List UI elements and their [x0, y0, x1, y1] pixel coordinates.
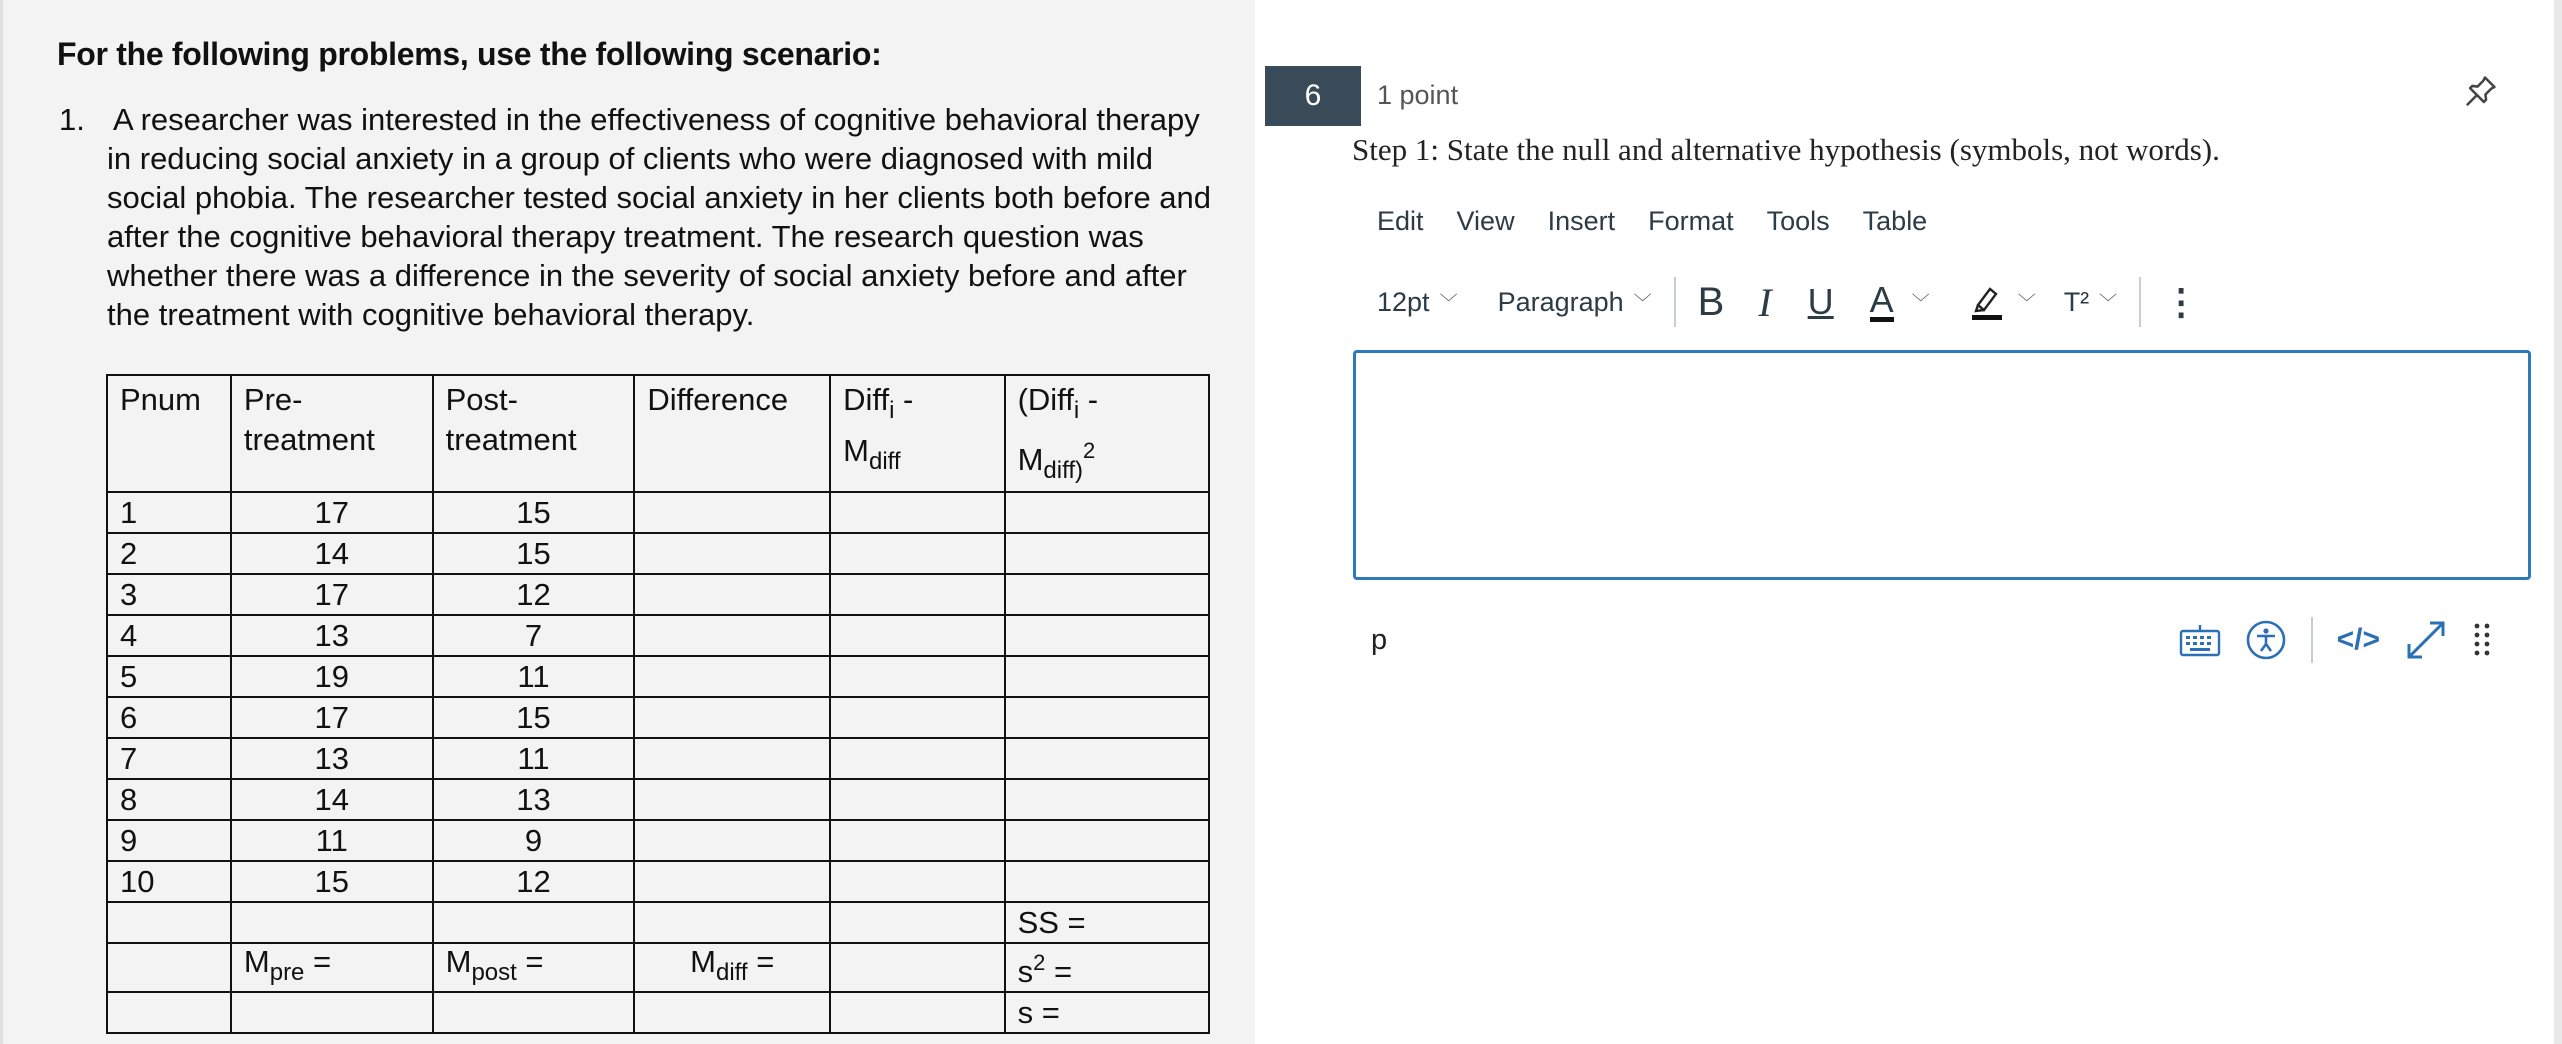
- pnum-cell: 3: [107, 574, 231, 615]
- difference-cell: [634, 533, 830, 574]
- difference-cell: [634, 738, 830, 779]
- table-row: [107, 861, 1209, 902]
- resize-handle-icon[interactable]: [2472, 622, 2492, 658]
- deviation-cell: [830, 820, 1004, 861]
- bold-button[interactable]: B: [1697, 279, 1725, 324]
- difference-cell: [634, 697, 830, 738]
- problem-panel: [0, 0, 1255, 1044]
- editor-toolbar: [1377, 274, 2199, 330]
- highlight-color-button[interactable]: [1970, 283, 2036, 321]
- squared-deviation-cell: [1005, 779, 1209, 820]
- html-editor-button[interactable]: </>: [2336, 623, 2380, 656]
- post-cell: 9: [433, 820, 635, 861]
- pre-cell: 13: [231, 615, 433, 656]
- header-difference: Difference: [634, 375, 830, 492]
- ss-label: SS =: [1005, 902, 1209, 943]
- pre-cell: 15: [231, 861, 433, 902]
- deviation-cell: [830, 533, 1004, 574]
- question-number: 6: [1265, 66, 1361, 126]
- more-options-button[interactable]: ⋮: [2163, 281, 2200, 322]
- deviation-cell: [830, 656, 1004, 697]
- squared-deviation-cell: [1005, 615, 1209, 656]
- question-points: 1 point: [1377, 80, 1459, 110]
- pre-cell: 14: [231, 779, 433, 820]
- data-rows: [107, 492, 1209, 902]
- pnum-cell: 7: [107, 738, 231, 779]
- mpre-label: $M_{pre}$ =: [231, 943, 433, 992]
- squared-deviation-cell: [1005, 738, 1209, 779]
- post-cell: 12: [433, 574, 635, 615]
- summary-row-ss: [107, 902, 1209, 943]
- difference-cell: [634, 861, 830, 902]
- question-prompt: Step 1: State the null and alternative hypothesis (symbols, not words).: [1352, 132, 2220, 167]
- superscript-button[interactable]: T² ﹀: [2063, 286, 2118, 317]
- table-row: [107, 820, 1209, 861]
- pnum-cell: 10: [107, 861, 231, 902]
- post-cell: 7: [433, 615, 635, 656]
- table-row: [107, 615, 1209, 656]
- italic-button[interactable]: I: [1758, 279, 1772, 325]
- table-row: [107, 779, 1209, 820]
- toolbar-divider: [2139, 277, 2141, 327]
- menu-format[interactable]: Format: [1648, 206, 1734, 236]
- post-cell: 15: [433, 533, 635, 574]
- data-table: [106, 374, 1210, 1034]
- squared-deviation-cell: [1005, 820, 1209, 861]
- table-row: [107, 574, 1209, 615]
- header-pnum: Pnum: [107, 375, 231, 492]
- difference-cell: [634, 820, 830, 861]
- mpost-label: $M_{post}$ =: [433, 943, 635, 992]
- problem-number: 1.: [59, 102, 85, 137]
- header-diff-minus-mdiff: Diff$_i$ - $M_{diff}$: [830, 375, 1004, 492]
- post-cell: 12: [433, 861, 635, 902]
- question-panel: [1255, 0, 2562, 1044]
- chevron-down-icon: ﹀: [2017, 293, 2036, 313]
- squared-deviation-cell: [1005, 574, 1209, 615]
- pnum-cell: 8: [107, 779, 231, 820]
- editor-statusbar: [2179, 616, 2492, 664]
- pre-cell: 17: [231, 697, 433, 738]
- chevron-down-icon: ﹀: [1633, 293, 1652, 313]
- statusbar-divider: [2311, 617, 2313, 663]
- deviation-cell: [830, 574, 1004, 615]
- squared-deviation-cell: [1005, 697, 1209, 738]
- table-row: [107, 492, 1209, 533]
- deviation-cell: [830, 779, 1004, 820]
- table-row: [107, 697, 1209, 738]
- squared-deviation-cell: [1005, 533, 1209, 574]
- pnum-cell: 2: [107, 533, 231, 574]
- header-post-treatment: Post-treatment: [433, 375, 635, 492]
- chevron-down-icon: ﹀: [2099, 293, 2118, 313]
- pre-cell: 17: [231, 574, 433, 615]
- pnum-cell: 4: [107, 615, 231, 656]
- summary-row-means: [107, 943, 1209, 992]
- header-row: [107, 375, 1209, 492]
- header-diff-squared: (Diff$_i$ - $M_{diff)}^2$: [1005, 375, 1209, 492]
- menu-tools[interactable]: Tools: [1766, 206, 1830, 236]
- chevron-down-icon: ﹀: [1911, 293, 1930, 313]
- variance-label: $s^2$ =: [1005, 943, 1209, 992]
- pre-cell: 19: [231, 656, 433, 697]
- font-size-select[interactable]: 12pt ﹀: [1377, 286, 1458, 317]
- post-cell: 15: [433, 697, 635, 738]
- difference-cell: [634, 574, 830, 615]
- fullscreen-icon[interactable]: [2404, 618, 2448, 662]
- squared-deviation-cell: [1005, 861, 1209, 902]
- menu-table[interactable]: Table: [1862, 206, 1928, 236]
- pnum-cell: 6: [107, 697, 231, 738]
- chevron-down-icon: ﹀: [1439, 293, 1458, 313]
- deviation-cell: [830, 615, 1004, 656]
- header-pre-treatment: Pre-treatment: [231, 375, 433, 492]
- scenario-text: A researcher was interested in the effectiveness of cognitive behavioral therapy in reducing social anxiety in a group of clients who were diagnosed with mild social phobia. The researcher tested social anxiety in her clients both before and after the cognitive behavioral therapy treatment. The research question was whether there was a difference in the severity of social anxiety before and after the treatment with cognitive behavioral therapy.: [107, 102, 1212, 332]
- pnum-cell: 9: [107, 820, 231, 861]
- post-cell: 13: [433, 779, 635, 820]
- element-path: p: [1371, 624, 1388, 656]
- difference-cell: [634, 615, 830, 656]
- menu-view[interactable]: View: [1456, 206, 1515, 236]
- pin-icon[interactable]: [2462, 72, 2500, 110]
- pre-cell: 11: [231, 820, 433, 861]
- pre-cell: 14: [231, 533, 433, 574]
- summary-row-sd: [107, 992, 1209, 1033]
- post-cell: 11: [433, 656, 635, 697]
- table-row: [107, 533, 1209, 574]
- editor-menubar: [1377, 206, 1927, 237]
- accessibility-icon[interactable]: [2245, 619, 2287, 661]
- pre-cell: 17: [231, 492, 433, 533]
- post-cell: 11: [433, 738, 635, 779]
- deviation-cell: [830, 697, 1004, 738]
- font-color-button[interactable]: A ﹀: [1869, 278, 1930, 320]
- deviation-cell: [830, 492, 1004, 533]
- deviation-cell: [830, 861, 1004, 902]
- menu-insert[interactable]: Insert: [1547, 206, 1616, 236]
- deviation-cell: [830, 738, 1004, 779]
- sd-label: s =: [1005, 992, 1209, 1033]
- post-cell: 15: [433, 492, 635, 533]
- squared-deviation-cell: [1005, 492, 1209, 533]
- pre-cell: 13: [231, 738, 433, 779]
- keyboard-icon[interactable]: [2179, 623, 2221, 657]
- mdiff-label: $M_{diff}$ =: [634, 943, 830, 992]
- difference-cell: [634, 492, 830, 533]
- squared-deviation-cell: [1005, 656, 1209, 697]
- scenario-heading: For the following problems, use the following scenario:: [57, 36, 882, 72]
- block-format-select[interactable]: Paragraph ﹀: [1497, 286, 1652, 317]
- difference-cell: [634, 779, 830, 820]
- table-row: [107, 738, 1209, 779]
- pnum-cell: 1: [107, 492, 231, 533]
- difference-cell: [634, 656, 830, 697]
- toolbar-divider: [1674, 277, 1676, 327]
- pnum-cell: 5: [107, 656, 231, 697]
- highlighter-icon: [1970, 283, 2004, 321]
- table-row: [107, 656, 1209, 697]
- underline-button[interactable]: U: [1807, 281, 1834, 322]
- answer-editor[interactable]: [1353, 350, 2531, 580]
- panel-edge: [2554, 0, 2562, 1044]
- menu-edit[interactable]: Edit: [1377, 206, 1424, 236]
